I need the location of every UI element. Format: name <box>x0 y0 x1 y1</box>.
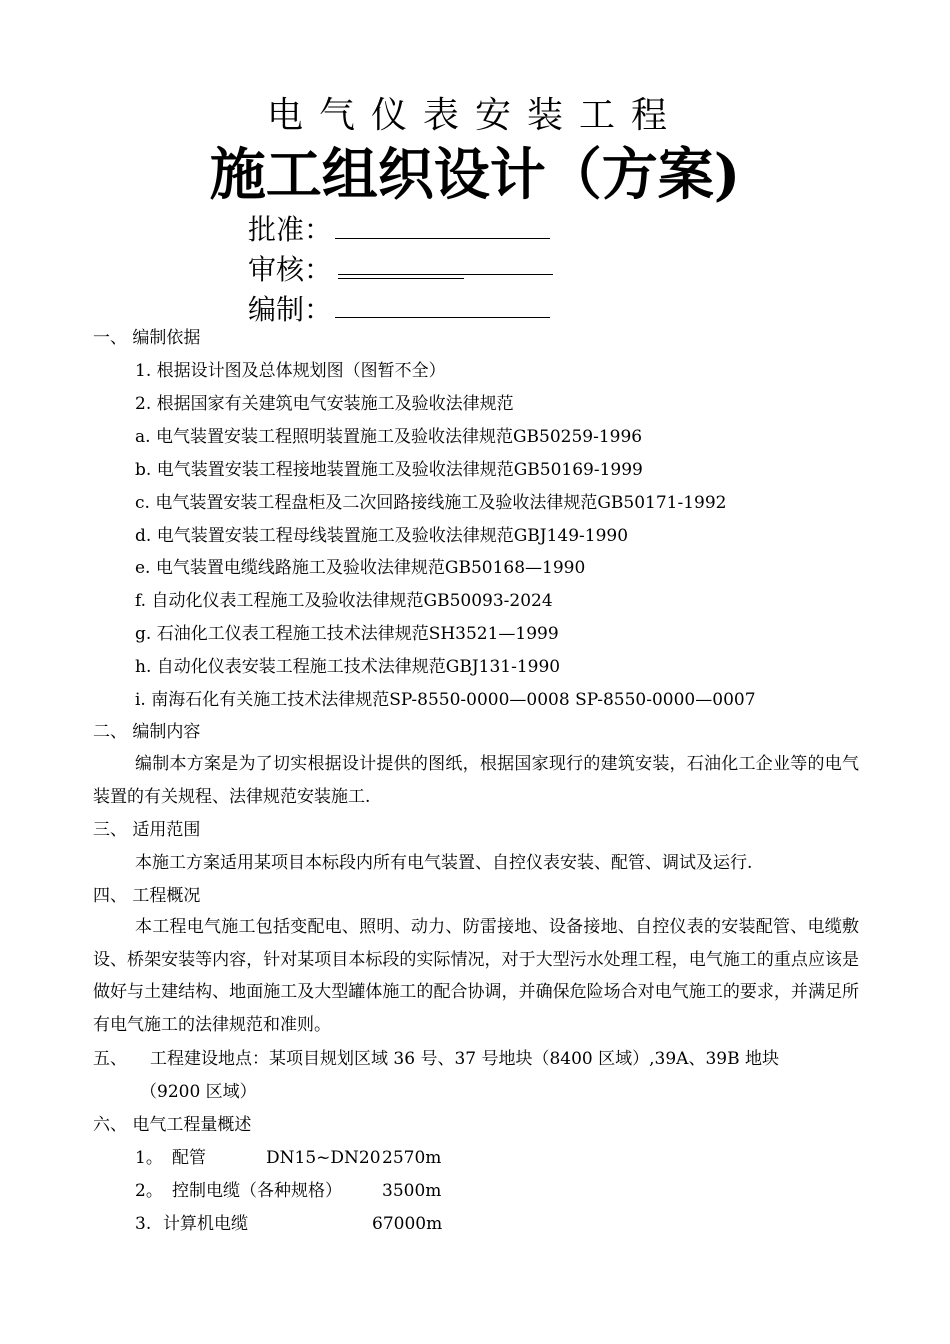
list-item: e. 电气装置电缆线路施工及验收法律规范GB50168—1990 <box>135 558 586 578</box>
signature-compile-line <box>335 317 550 318</box>
signature-approve-line <box>335 238 550 239</box>
section-heading-location-number: 五、 <box>93 1049 127 1069</box>
section-location-line2: （9200 区域） <box>140 1082 257 1102</box>
quantity-item-name: 计算机电缆 <box>163 1214 248 1234</box>
signature-review <box>248 250 332 290</box>
list-item: b. 电气装置安装工程接地装置施工及验收法律规范GB50169-1999 <box>135 460 643 480</box>
list-item: i. 南海石化有关施工技术法律规范SP-8550-0000—0008 SP-8550-0000—0007 <box>135 690 756 710</box>
signature-compile-label: 编制： <box>248 293 333 326</box>
section-heading-content: 二、 编制内容 <box>93 722 201 742</box>
list-item: 1. 根据设计图及总体规划图（图暂不全） <box>135 361 446 381</box>
section-content-text: 编制本方案是为了切实根据设计提供的图纸，根据国家现行的建筑安装，石油化工企业等的电气装置的有关规程、法律规范安装施工. <box>93 754 859 807</box>
signature-review-label: 审核： <box>248 253 333 286</box>
list-item: h. 自动化仪表安装工程施工技术法律规范GBJ131-1990 <box>135 657 561 677</box>
quantity-item-amount: 67000m <box>372 1214 443 1234</box>
list-item: d. 电气装置安装工程母线装置施工及验收法律规范GBJ149-1990 <box>135 526 629 546</box>
signature-approve <box>248 210 332 250</box>
signature-review-line-2 <box>338 278 464 279</box>
list-item: f. 自动化仪表工程施工及验收法律规范GB50093-2024 <box>135 591 553 611</box>
list-item: a. 电气装置安装工程照明装置施工及验收法律规范GB50259-1996 <box>135 427 643 447</box>
quantity-item-name: 控制电缆（各种规格） <box>172 1181 342 1201</box>
list-item: g. 石油化工仪表工程施工技术法律规范SH3521—1999 <box>135 624 559 644</box>
signature-review-line <box>338 274 553 275</box>
section-heading-basis: 一、 编制依据 <box>93 328 201 348</box>
document-subtitle: 电气仪表安装工程 <box>266 95 683 136</box>
quantity-item-number: 1。 <box>135 1148 163 1168</box>
signature-approve-label: 批准： <box>248 213 333 246</box>
section-heading-scope: 三、 适用范围 <box>93 820 201 840</box>
quantity-item-name: 配管 <box>172 1148 206 1168</box>
section-heading-overview: 四、 工程概况 <box>93 886 201 906</box>
section-scope-text: 本施工方案适用某项目本标段内所有电气装置、自控仪表安装、配管、调试及运行. <box>135 853 753 873</box>
signature-compile <box>248 290 332 330</box>
quantity-item-spec: DN15~DN20 <box>266 1148 381 1168</box>
quantity-item-number: 3. <box>135 1214 152 1234</box>
quantity-item-amount: 2570m <box>382 1148 442 1168</box>
quantity-item-amount: 3500m <box>382 1181 442 1201</box>
quantity-item-number: 2。 <box>135 1181 163 1201</box>
section-location-line1: 工程建设地点：某项目规划区域 36 号、37 号地块（8400 区域）,39A、39B 地块 <box>150 1049 779 1069</box>
list-item: 2. 根据国家有关建筑电气安装施工及验收法律规范 <box>135 394 514 414</box>
list-item: c. 电气装置安装工程盘柜及二次回路接线施工及验收法律规范GB50171-1992 <box>135 493 727 513</box>
section-overview-text: 本工程电气施工包括变配电、照明、动力、防雷接地、设备接地、自控仪表的安装配管、电缆敷设、桥架安装等内容，针对某项目本标段的实际情况，对于大型污水处理工程，电气施工的重点应该是做好与土建结构、地面施工及大型罐体施工的配合协调，并确保危险场合对电气施工的要求，并满足所有电气施工的法律规范和准则。 <box>93 917 859 1035</box>
section-heading-quantities: 六、 电气工程量概述 <box>93 1115 252 1135</box>
document-title: 施工组织设计（方案) <box>209 142 741 208</box>
